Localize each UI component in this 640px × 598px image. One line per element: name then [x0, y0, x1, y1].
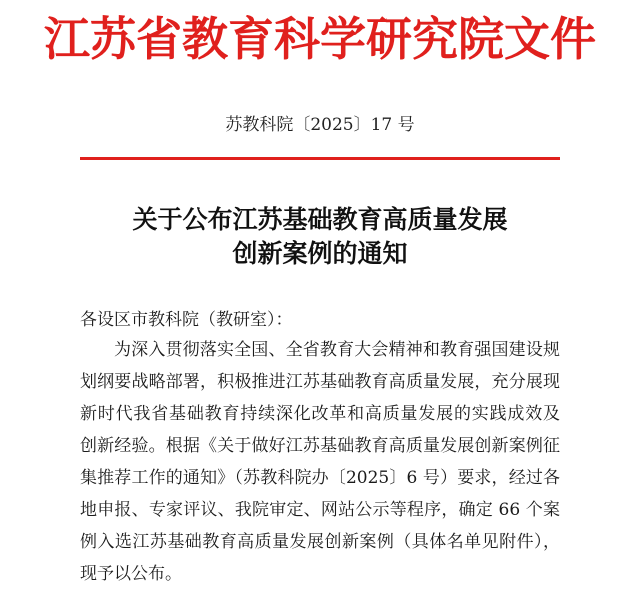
body-paragraph-line: 地申报、专家评议、我院审定、网站公示等程序，确定 66 个案 — [80, 500, 560, 520]
document-title-line-1: 关于公布江苏基础教育高质量发展 — [132, 205, 508, 234]
body-paragraph-line: 新时代我省基础教育持续深化改革和高质量发展的实践成效及 — [80, 404, 560, 424]
red-divider-rule — [80, 157, 560, 160]
body-paragraph-line: 例入选江苏基础教育高质量发展创新案例（具体名单见附件）， — [80, 532, 560, 552]
body-paragraph-line: 划纲要战略部署，积极推进江苏基础教育高质量发展，充分展现 — [80, 372, 560, 392]
document-header-title: 江苏省教育科学研究院文件 — [44, 12, 596, 66]
body-paragraph-line: 现予以公布。 — [80, 564, 182, 584]
document-number: 苏教科院〔2025〕17 号 — [225, 115, 415, 135]
salutation: 各设区市教科院（教研室）： — [80, 310, 293, 330]
body-paragraph-line: 创新经验。根据《关于做好江苏基础教育高质量发展创新案例征 — [80, 436, 560, 456]
body-paragraph-line: 为深入贯彻落实全国、全省教育大会精神和教育强国建设规 — [114, 340, 560, 360]
body-paragraph-line: 集推荐工作的通知》（苏教科院办〔2025〕6 号）要求，经过各 — [80, 468, 560, 488]
document-title-line-2: 创新案例的通知 — [232, 239, 408, 268]
